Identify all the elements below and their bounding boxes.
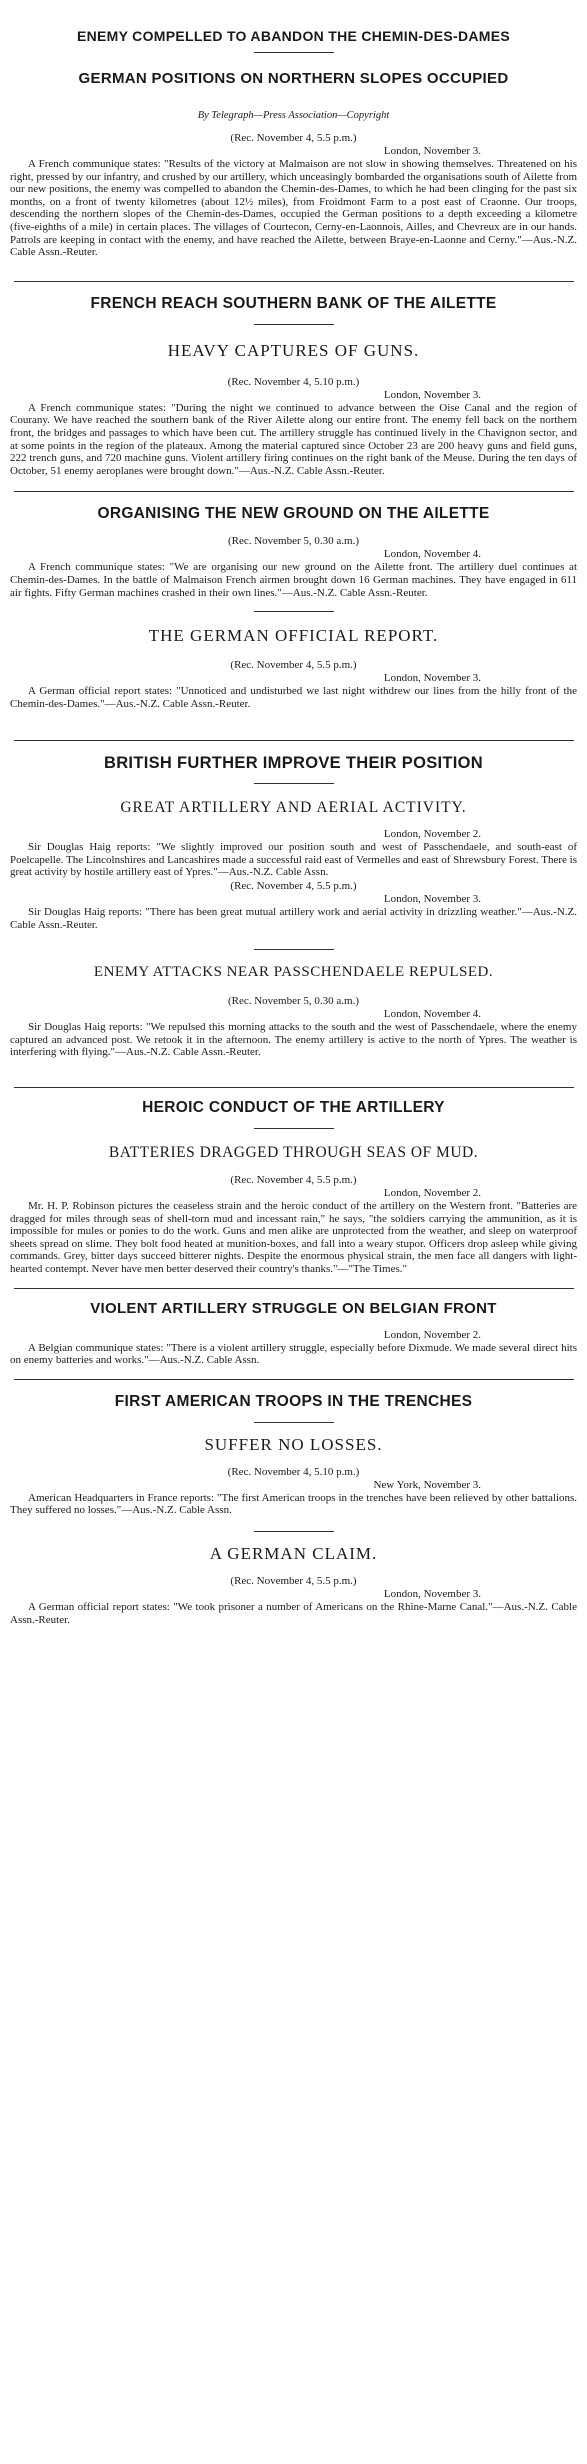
headline: VIOLENT ARTILLERY STRUGGLE ON BELGIAN FRONT	[90, 1299, 497, 1317]
dateline: London, November 2.	[383, 828, 481, 841]
dateline: New York, November 3.	[373, 1478, 481, 1491]
dateline: London, November 3.	[383, 388, 481, 401]
article-body: American Headquarters in France reports: "The first American troops in the trenches have been relieved by other battalions. They suffered no losses."—Aus.-N.Z. Cable Assn.	[10, 1491, 577, 1517]
dateline: London, November 4.	[383, 548, 481, 561]
received-time: (Rec. November 4, 5.10 p.m.)	[227, 1465, 360, 1478]
article-belgian-front	[10, 1299, 577, 1367]
subheadline: THE GERMAN OFFICIAL REPORT.	[148, 626, 439, 646]
headline: HEROIC CONDUCT OF THE ARTILLERY	[142, 1099, 445, 1117]
received-time: (Rec. November 5, 0.30 a.m.)	[227, 535, 360, 548]
received-time: (Rec. November 4, 5.5 p.m.)	[230, 1574, 357, 1587]
article-organising-ailette	[10, 504, 577, 599]
subheadline: GREAT ARTILLERY AND AERIAL ACTIVITY.	[120, 799, 467, 817]
headline: FIRST AMERICAN TROOPS IN THE TRENCHES	[114, 1392, 473, 1410]
received-time: (Rec. November 4, 5.5 p.m.)	[230, 1174, 357, 1187]
article-body: Sir Douglas Haig reports: "We repulsed this morning attacks to the south and the west of Passchendaele, where the enemy captured an advanced post. We retook it in the afternoon. The enemy artillery is active to the north of Ypres. The weather is interfering with flying."—Aus.-N.Z. Cable Assn.-Reuter.	[10, 1021, 577, 1059]
article-german-claim	[10, 1544, 577, 1626]
headline: BRITISH FURTHER IMPROVE THEIR POSITION	[104, 754, 483, 773]
headline: FRENCH REACH SOUTHERN BANK OF THE AILETTE	[90, 294, 497, 312]
dateline: London, November 3.	[383, 672, 481, 685]
headline: ENEMY COMPELLED TO ABANDON THE CHEMIN-DES-DAMES	[76, 28, 511, 44]
dateline: London, November 3.	[383, 1587, 481, 1600]
article-body: Sir Douglas Haig reports: "We slightly improved our position south and west of Passchendaele, and south-east of Poelcapelle. The Lincolnshires and Lancashires made a successful raid east of Vermelles and east of Shrewsbury Forest. There is great activity by hostile artillery east of Ypres."—Aus.-N.Z. Cable Assn.	[10, 841, 577, 879]
article-chemin-des-dames	[10, 0, 577, 259]
dateline: London, November 2.	[383, 1328, 481, 1341]
received-time: (Rec. November 4, 5.5 p.m.)	[230, 132, 357, 144]
article-british-improve	[10, 753, 577, 931]
article-body: A German official report states: "We took prisoner a number of Americans on the Rhine-Marne Canal."—Aus.-N.Z. Cable Assn.-Reuter.	[10, 1600, 577, 1626]
byline: By Telegraph—Press Association—Copyright	[197, 110, 390, 121]
subheadline: HEAVY CAPTURES OF GUNS.	[167, 340, 420, 360]
article-body: A French communique states: "We are organising our new ground on the Ailette front. The artillery duel continues at Chemin-des-Dames. In the battle of Malmaison French airmen brought down 16 German machines. They have engaged in 611 air fights. Fifty German machines crashed in their own lines."—Aus.-N.Z. Cable Assn.-Reuter.	[10, 561, 577, 599]
received-time: (Rec. November 4, 5.5 p.m.)	[230, 880, 357, 893]
article-body: A Belgian communique states: "There is a violent artillery struggle, especially before Dixmude. We made several direct hits on enemy batteries and works."—Aus.-N.Z. Cable Assn.	[10, 1341, 577, 1367]
received-time: (Rec. November 4, 5.5 p.m.)	[230, 659, 357, 672]
article-body: A German official report states: "Unnoticed and undisturbed we last night withdrew our lines from the hilly front of the Chemin-des-Dames."—Aus.-N.Z. Cable Assn.-Reuter.	[10, 685, 577, 710]
article-body: Mr. H. P. Robinson pictures the ceaseless strain and the heroic conduct of the artillery on the Western front. "Batteries are dragged for miles through seas of shell-torn mud and incessant rain," he says, "the soldiers carrying the ammunition, as it is impossible for mules or ponies to do the work. Guns and men alike are unprotected from the weather, and sleep on waterproof sheets spread on slime. They bolt food heated at munition-boxes, and fall into a weary stupor. Officers drop asleep while giving commands. Grey, bitter days succeed bitterer nights. Despite the enormous physical strain, the men face all dangers with light-hearted contempt. Never have men better deserved their country's thanks."—"The Times."	[10, 1200, 577, 1275]
subheadline: SUFFER NO LOSSES.	[204, 1434, 383, 1454]
article-heroic-artillery	[10, 1098, 577, 1276]
dateline: London, November 3.	[383, 893, 481, 906]
received-time: (Rec. November 5, 0.30 a.m.)	[227, 995, 360, 1008]
dateline: London, November 2.	[383, 1187, 481, 1200]
article-american-troops	[10, 1392, 577, 1517]
article-southern-bank	[10, 294, 577, 478]
article-body: A French communique states: "During the night we continued to advance between the Oise Canal and the region of Courany. We have reached the southern bank of the River Ailette along our entire front. The enemy fell back on the northern front, the bridges and passages to which have been cut. The artillery struggle has continued lively in the Chavignon sector, and at some points in the region of the plateaux. Among the material captured since October 23 are 200 heavy guns and field guns, 222 trench guns, and 720 machine guns. Violent artillery firing continues on the right bank of the Meuse. During the ten days of October, 51 enemy aeroplanes were brought down."—Aus.-N.Z. Cable Assn.-Reuter.	[10, 401, 577, 477]
received-time: (Rec. November 4, 5.10 p.m.)	[227, 375, 360, 388]
article-body: A French communique states: "Results of the victory at Malmaison are not slow in showing themselves. Threatened on his right, pressed by our infantry, and crushed by our artillery, which unceasingly bombarded the organisations south of Ailette from our new positions, the enemy was compelled to abandon the Chemin-des-Dames, to which he had been clinging for the past six months, on a front of twenty kilometres (about 12½ miles), from Froidmont Farm to a post east of Craonne. Our troops, descending the northern slopes of the Chemin-des-Dames, occupied the German positions to a depth exceeding a kilometre (five-eighths of a mile) in certain places. The villages of Courtecon, Cerny-en-Laonnois, Ailles, and Chevreux are in our hands. Patrols are keeping in contact with the enemy, and have reached the Ailette, between Braye-en-Laonne and Cerny."—Aus.-N.Z. Cable Assn.-Reuter.	[10, 158, 577, 259]
article-passchendaele-repulsed	[10, 962, 577, 1059]
dateline: London, November 3.	[383, 145, 481, 157]
headline: GERMAN POSITIONS ON NORTHERN SLOPES OCCUPIED	[78, 70, 509, 87]
subheadline: A GERMAN CLAIM.	[209, 1543, 378, 1563]
headline: ORGANISING THE NEW GROUND ON THE AILETTE	[97, 505, 490, 523]
dateline: London, November 4.	[383, 1008, 481, 1021]
subheadline: ENEMY ATTACKS NEAR PASSCHENDAELE REPULSED.	[93, 964, 494, 981]
article-german-official-report	[10, 626, 577, 710]
article-body: Sir Douglas Haig reports: "There has been great mutual artillery work and aerial activity in drizzling weather."—Aus.-N.Z. Cable Assn.-Reuter.	[10, 906, 577, 931]
subheadline: BATTERIES DRAGGED THROUGH SEAS OF MUD.	[108, 1144, 479, 1162]
